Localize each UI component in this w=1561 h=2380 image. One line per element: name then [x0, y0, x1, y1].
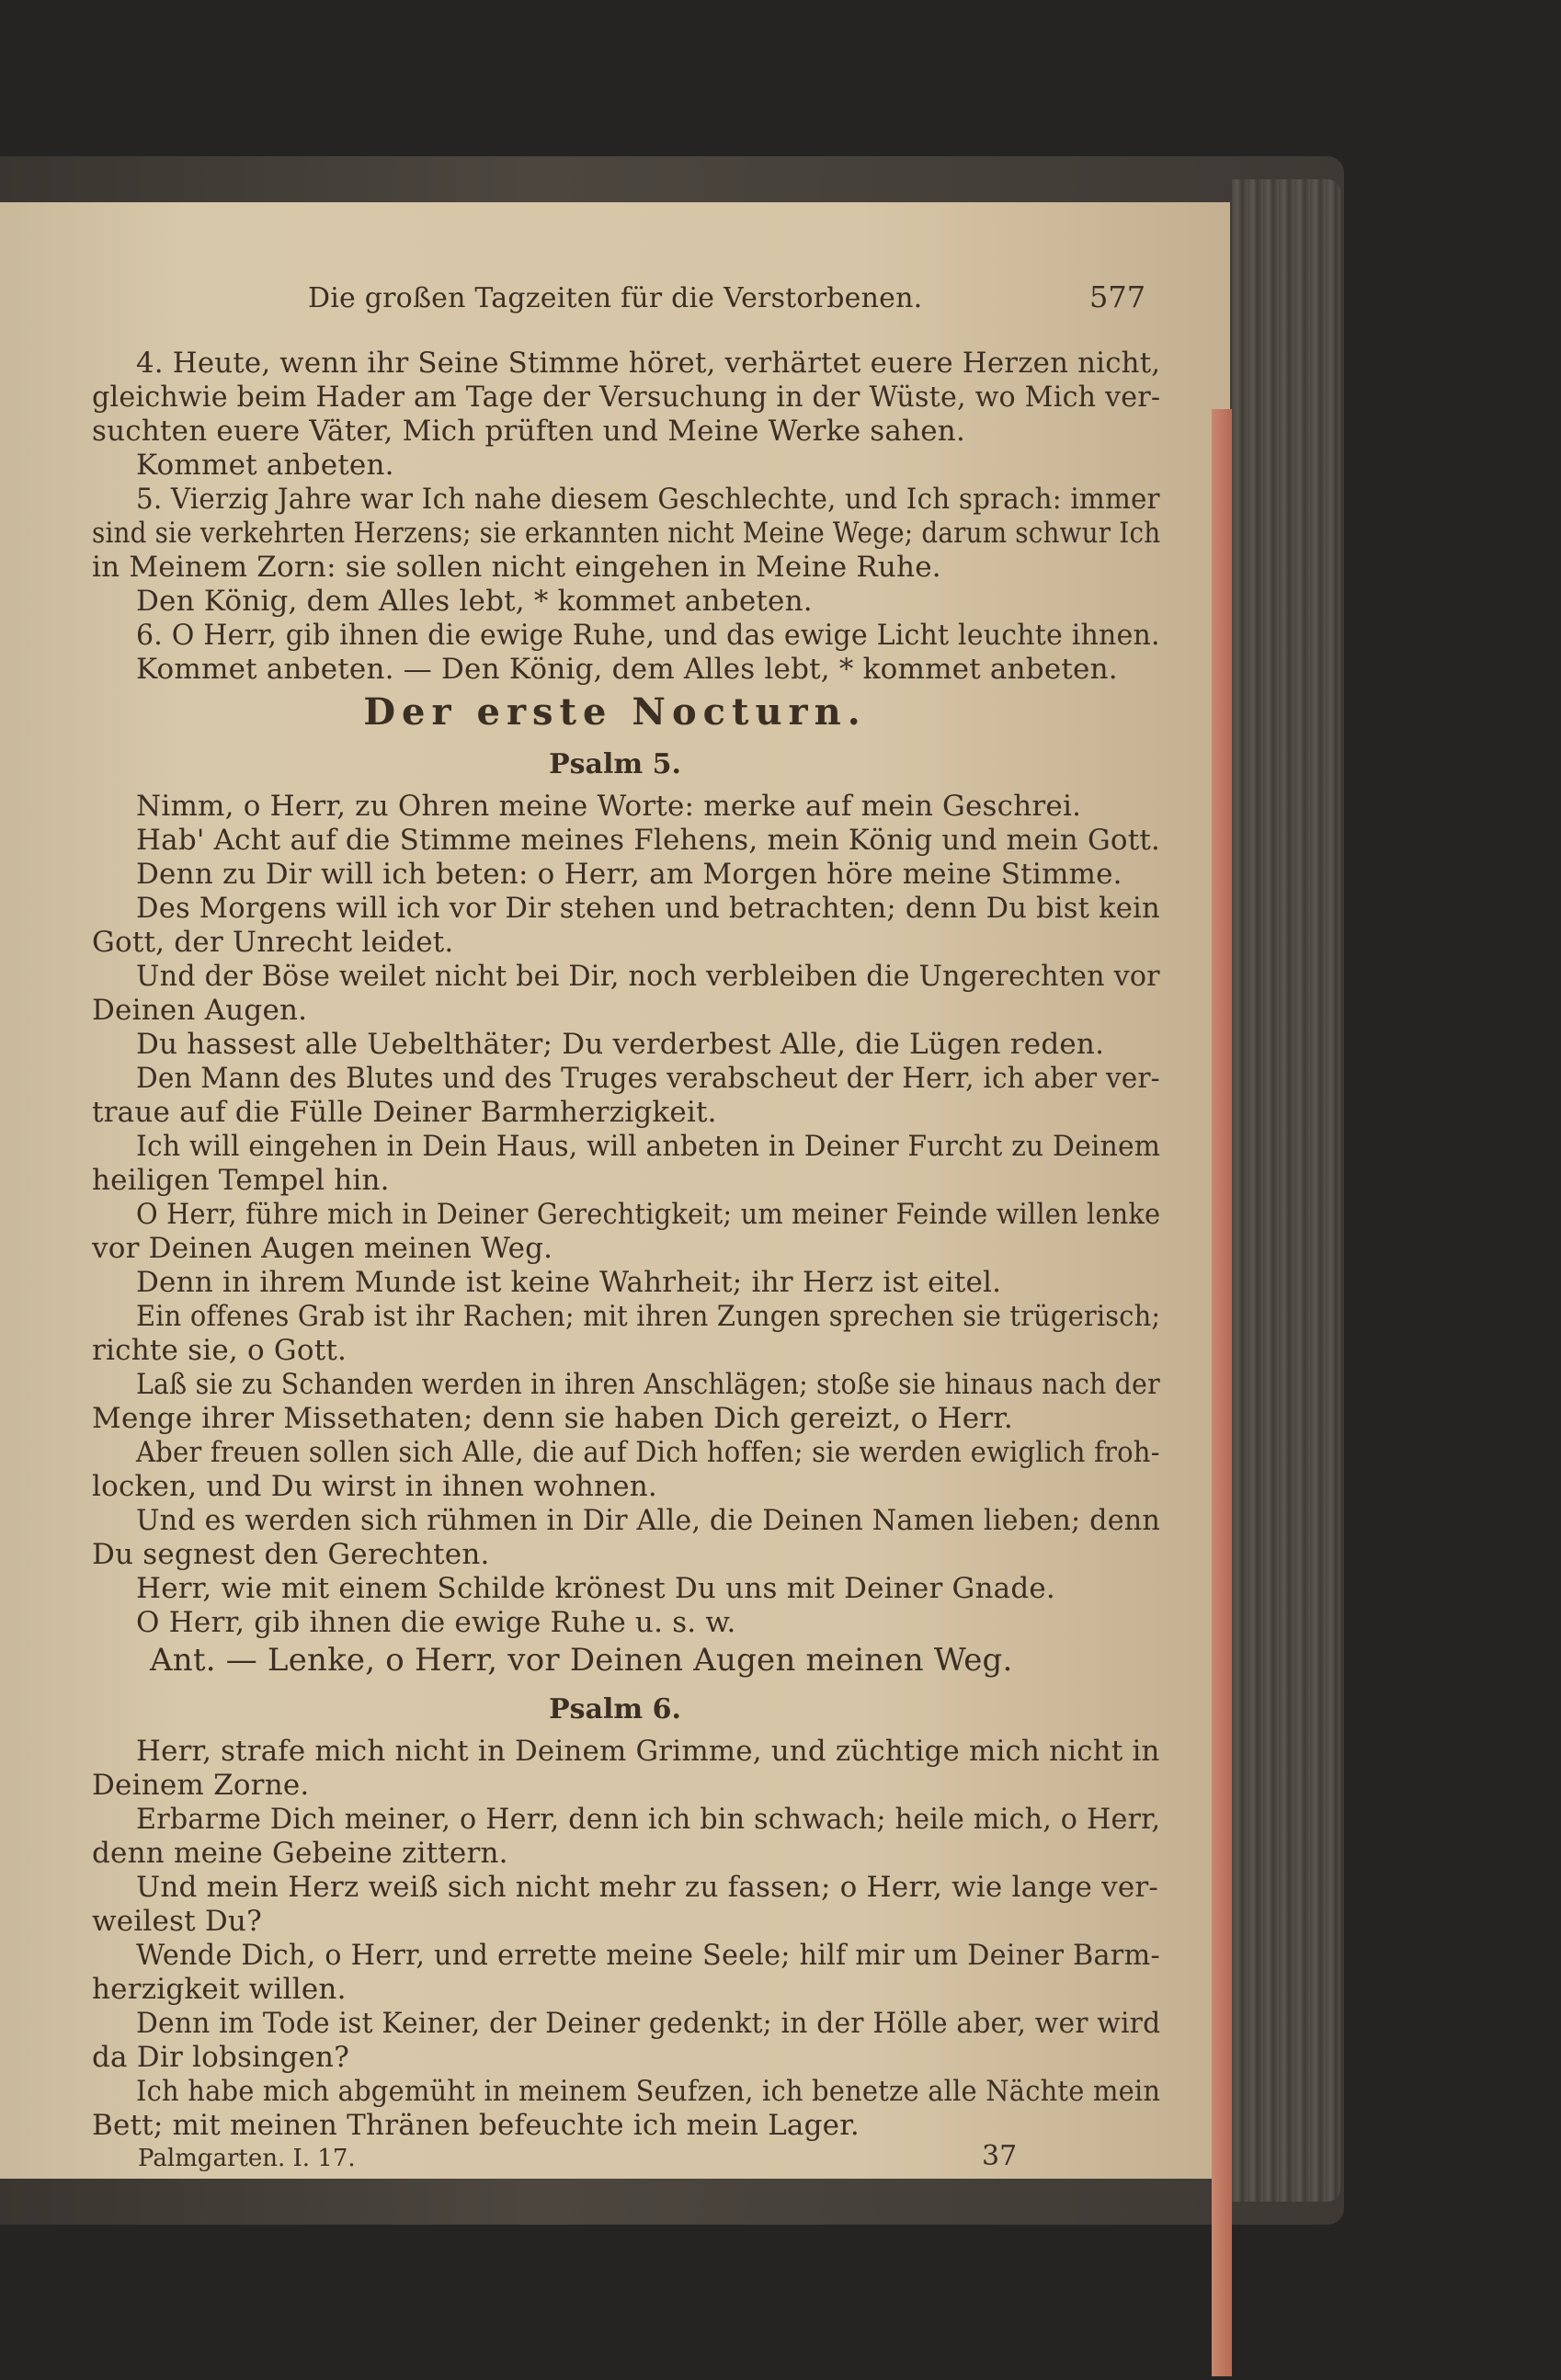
text-line: richte sie, o Gott. — [92, 1334, 348, 1367]
text-line: Herr, strafe mich nicht in Deinem Grimme, und züchtige mich nicht in — [136, 1735, 1160, 1768]
text-line: weilest Du? — [92, 1905, 262, 1938]
text-line: Menge ihrer Missethaten; denn sie haben Dich gereizt, o Herr. — [92, 1402, 1013, 1435]
antiphon: Ant. — Lenke, o Herr, vor Deinen Augen meinen Weg. — [150, 1642, 1013, 1679]
text-line: Ein offenes Grab ist ihr Rachen; mit ihren Zungen sprechen sie trügerisch; — [136, 1300, 1161, 1333]
text-line: suchten euere Väter, Mich prüften und Meine Werke sahen. — [92, 415, 966, 448]
text-line: Denn im Tode ist Keiner, der Deiner gedenkt; in der Hölle aber, wer wird — [136, 2007, 1161, 2040]
text-line: Nimm, o Herr, zu Ohren meine Worte: merke auf mein Geschrei. — [136, 790, 1082, 823]
text-line: Kommet anbeten. — Den König, dem Alles lebt, * kommet anbeten. — [136, 653, 1118, 686]
text-line: Des Morgens will ich vor Dir stehen und betrachten; denn Du bist kein — [136, 892, 1160, 925]
text-line: Herr, wie mit einem Schilde krönest Du uns mit Deiner Gnade. — [136, 1572, 1055, 1605]
text-line: 4. Heute, wenn ihr Seine Stimme höret, verhärtet euere Herzen nicht, — [136, 347, 1161, 380]
text-line: Laß sie zu Schanden werden in ihren Anschlägen; stoße sie hinaus nach der — [136, 1368, 1160, 1401]
text-line: O Herr, gib ihnen die ewige Ruhe u. s. w. — [136, 1606, 736, 1639]
text-line: Aber freuen sollen sich Alle, die auf Dich hoffen; sie werden ewiglich froh- — [136, 1436, 1160, 1469]
text-line: O Herr, führe mich in Deiner Gerechtigkeit; um meiner Feinde willen lenke — [136, 1198, 1161, 1231]
text-line: 6. O Herr, gib ihnen die ewige Ruhe, und das ewige Licht leuchte ihnen. — [136, 619, 1160, 652]
text-line: Kommet anbeten. — [136, 449, 394, 482]
text-line: Ich habe mich abgemüht in meinem Seufzen, ich benetze alle Nächte mein — [136, 2075, 1161, 2108]
text-line: Du hassest alle Uebelthäter; Du verderbest Alle, die Lügen reden. — [136, 1028, 1105, 1061]
text-line: denn meine Gebeine zittern. — [92, 1837, 508, 1870]
text-line: Den König, dem Alles lebt, * kommet anbeten. — [136, 585, 813, 618]
page-number: 577 — [1089, 279, 1146, 314]
psalm-title: Psalm 5. — [549, 748, 681, 780]
text-line: sind sie verkehrten Herzens; sie erkannten nicht Meine Wege; darum schwur Ich — [92, 517, 1161, 550]
text-line: Wende Dich, o Herr, und errette meine Seele; hilf mir um Deiner Barm- — [136, 1939, 1160, 1972]
text-line: heiligen Tempel hin. — [92, 1164, 390, 1197]
section-title: Der erste Nocturn. — [363, 690, 867, 734]
text-line: locken, und Du wirst in ihnen wohnen. — [92, 1470, 657, 1503]
book-page — [0, 202, 1230, 2179]
text-line: Und mein Herz weiß sich nicht mehr zu fassen; o Herr, wie lange ver- — [136, 1871, 1159, 1904]
text-line: Du segnest den Gerechten. — [92, 1538, 490, 1571]
text-line: Und es werden sich rühmen in Dir Alle, die Deinen Namen lieben; denn — [136, 1504, 1161, 1537]
text-line: 5. Vierzig Jahre war Ich nahe diesem Geschlechte, und Ich sprach: immer — [136, 483, 1160, 516]
text-line: Denn zu Dir will ich beten: o Herr, am Morgen höre meine Stimme. — [136, 858, 1122, 891]
text-line: da Dir lobsingen? — [92, 2041, 350, 2074]
text-line: Hab' Acht auf die Stimme meines Flehens, mein König und mein Gott. — [136, 824, 1161, 857]
text-line: Und der Böse weilet nicht bei Dir, noch verbleiben die Ungerechten vor — [136, 960, 1160, 993]
signature-mark: Palmgarten. I. 17. — [138, 2145, 356, 2172]
psalm-title: Psalm 6. — [549, 1693, 681, 1725]
page-text — [0, 202, 1230, 2179]
text-line: Deinen Augen. — [92, 994, 308, 1027]
text-line: herzigkeit willen. — [92, 1973, 347, 2006]
text-line: Deinem Zorne. — [92, 1769, 310, 1802]
signature-number: 37 — [982, 2140, 1018, 2172]
text-line: Ich will eingehen in Dein Haus, will anbeten in Deiner Furcht zu Deinem — [136, 1130, 1161, 1163]
text-line: in Meinem Zorn: sie sollen nicht eingehen in Meine Ruhe. — [92, 551, 941, 584]
text-line: gleichwie beim Hader am Tage der Versuchung in der Wüste, wo Mich ver- — [92, 381, 1161, 414]
text-line: Gott, der Unrecht leidet. — [92, 926, 454, 959]
text-line: vor Deinen Augen meinen Weg. — [92, 1232, 553, 1265]
text-line: traue auf die Fülle Deiner Barmherzigkeit. — [92, 1096, 717, 1129]
book-edge — [1232, 179, 1340, 2202]
text-line: Denn in ihrem Munde ist keine Wahrheit; ihr Herz ist eitel. — [136, 1266, 1002, 1299]
text-line: Den Mann des Blutes und des Truges verabscheut der Herr, ich aber ver- — [136, 1062, 1160, 1095]
text-line: Bett; mit meinen Thränen befeuchte ich mein Lager. — [92, 2109, 860, 2142]
text-line: Erbarme Dich meiner, o Herr, denn ich bin schwach; heile mich, o Herr, — [136, 1803, 1161, 1836]
running-head: Die großen Tagzeiten für die Verstorbenen. — [308, 282, 923, 314]
